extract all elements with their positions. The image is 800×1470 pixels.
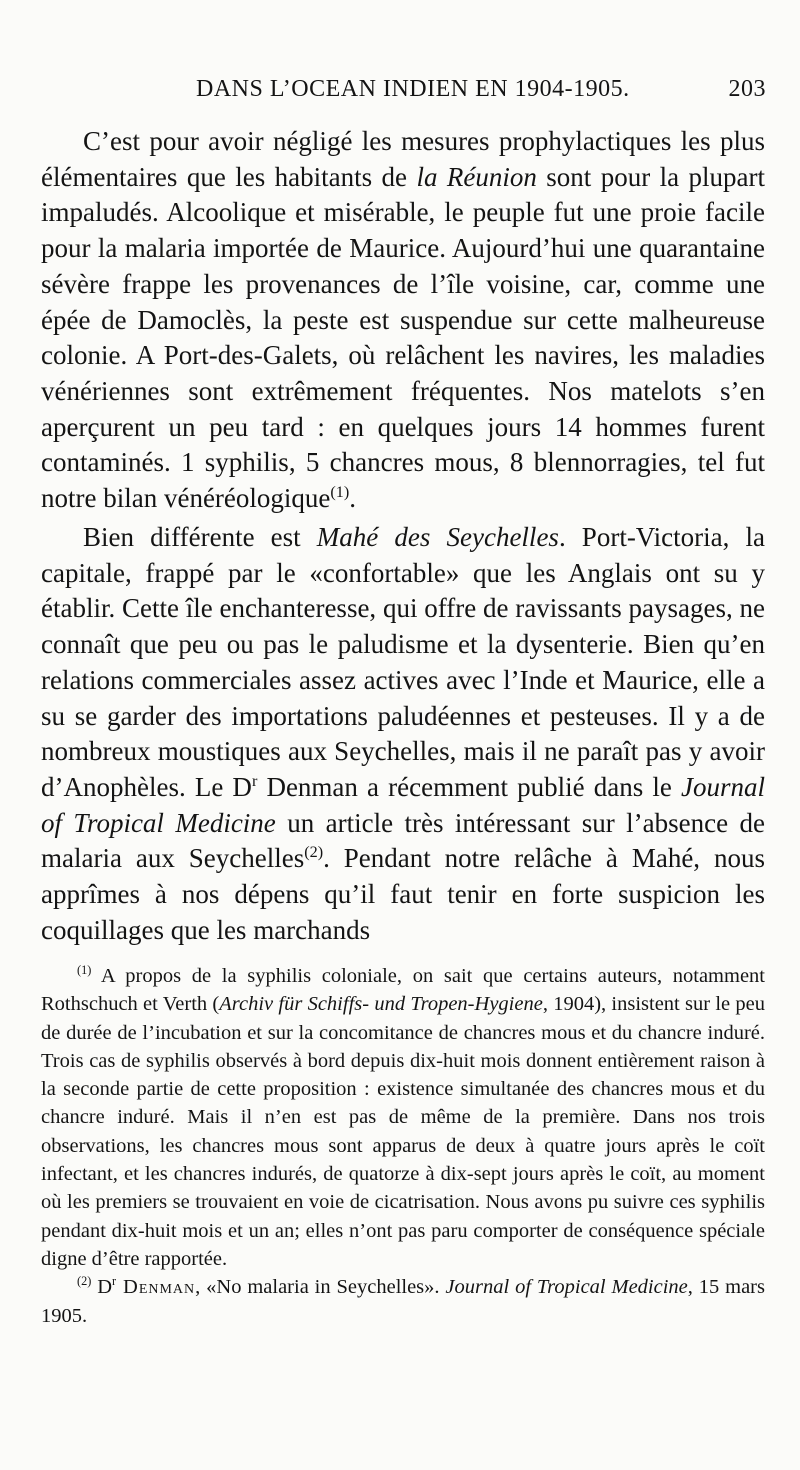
text-run: , 1904), insistent sur le peu de durée de l’incubation et sur la concomitance de chancres mous et du chancre induré. Trois cas de syphilis observés à bord depuis dix-huit mois donnent entièrement raison à la seconde partie de cette proposition : existence simultanée des chancres mous et du chancre induré. Mais il n’en est pas de même de la première. Dans nos trois observations, les chancres mous sont apparus de deux à quatre jours après le coït infectant, et les chancres indurés, de quatorze à dix-sept jours après le coït, au moment où les premiers se trouvaient en voie de cicatrisation. Nous avons pu suivre ces syphilis pendant dix-huit mois et un an; elles n’ont pas paru comporter de conséquence spéciale digne d’être rapportée. — [41, 993, 765, 1270]
text-run: A propos de la syphilis coloniale, on sait que certains auteurs, notamment Rothschuch et Verth ( — [41, 965, 765, 1016]
text-run: , «No malaria in Seychelles». — [195, 1276, 446, 1299]
page-number: 203 — [728, 76, 766, 102]
paragraph-reunion — [41, 124, 765, 517]
text-run: . Port-Victoria, la capitale, frappé par le «confortable» que les Anglais ont su y établir. Cette île enchanteresse, qui offre de ravissants paysages, ne connaît que peu ou pas le paludisme et la dysenterie. Bien qu’en relations commerciales assez actives avec l’Inde et Maurice, elle a su se garder des importations paludéennes et pesteuses. Il y a de nombreux moustiques aux Seychelles, mais il ne paraît pas y avoir d’Anophèles. Le D — [41, 522, 765, 802]
text-run: un article très intéressant sur l’absence de malaria aux Seychelles — [41, 807, 766, 874]
footnote-ref[interactable]: (2) — [304, 843, 324, 862]
text-run: , 15 mars 1905. — [41, 1276, 765, 1327]
author-name: Denman — [116, 1276, 196, 1299]
footnote-ref[interactable]: (1) — [330, 483, 350, 502]
footnote-marker: (1) — [77, 963, 92, 978]
text-run: D — [91, 1276, 113, 1299]
journal-title: Archiv für Schiffs- und Tropen-Hygiene — [219, 993, 543, 1016]
journal-title: Journal of Tropical Medicine — [41, 771, 765, 838]
text-run: . — [349, 483, 357, 514]
paragraph-seychelles — [41, 520, 765, 948]
text-run: sont pour la plupart impaludés. Alcoolique et misérable, le peuple fut une proie facile pour la malaria importée de Maurice. Aujourd’hui une quarantaine sévère frappe les provenances de l’île voisine, car, comme une épée de Damoclès, la peste est suspendue sur cette malheureuse colonie. A Port-des-Galets, où relâchent les navires, les maladies vénériennes sont extrêmement fréquentes. Nos matelots s’en aperçurent un peu tard : en quelques jours 14 hommes furent contaminés. 1 syphilis, 5 chancres mous, 8 blennorragies, tel fut notre bilan vénéréologique — [41, 161, 765, 514]
text-run: C’est pour avoir négligé les mesures prophylactiques les plus élémentaires que les habitants de — [41, 126, 765, 192]
text-run: Bien différente est — [83, 522, 317, 552]
running-title: DANS L’OCEAN INDIEN EN 1904-1905. — [196, 76, 630, 102]
place-name: Mahé des Seychelles — [316, 522, 559, 552]
footnote-marker: (2) — [77, 1274, 92, 1289]
abbrev-superscript: r — [251, 771, 258, 790]
place-name: la Réunion — [416, 161, 537, 192]
text-run: . Pendant notre relâche à Mahé, nous apprîmes à nos dépens qu’il faut tenir en forte suspicion les coquillages que les marchands — [41, 843, 765, 945]
abbrev-superscript: r — [112, 1274, 117, 1289]
footnote-2 — [41, 1273, 765, 1330]
footnote-1 — [41, 962, 765, 1273]
journal-title: Journal of Tropical Medicine — [445, 1276, 688, 1299]
footnotes — [41, 962, 765, 1330]
text-run: Denman a récemment publié dans le — [257, 771, 681, 802]
